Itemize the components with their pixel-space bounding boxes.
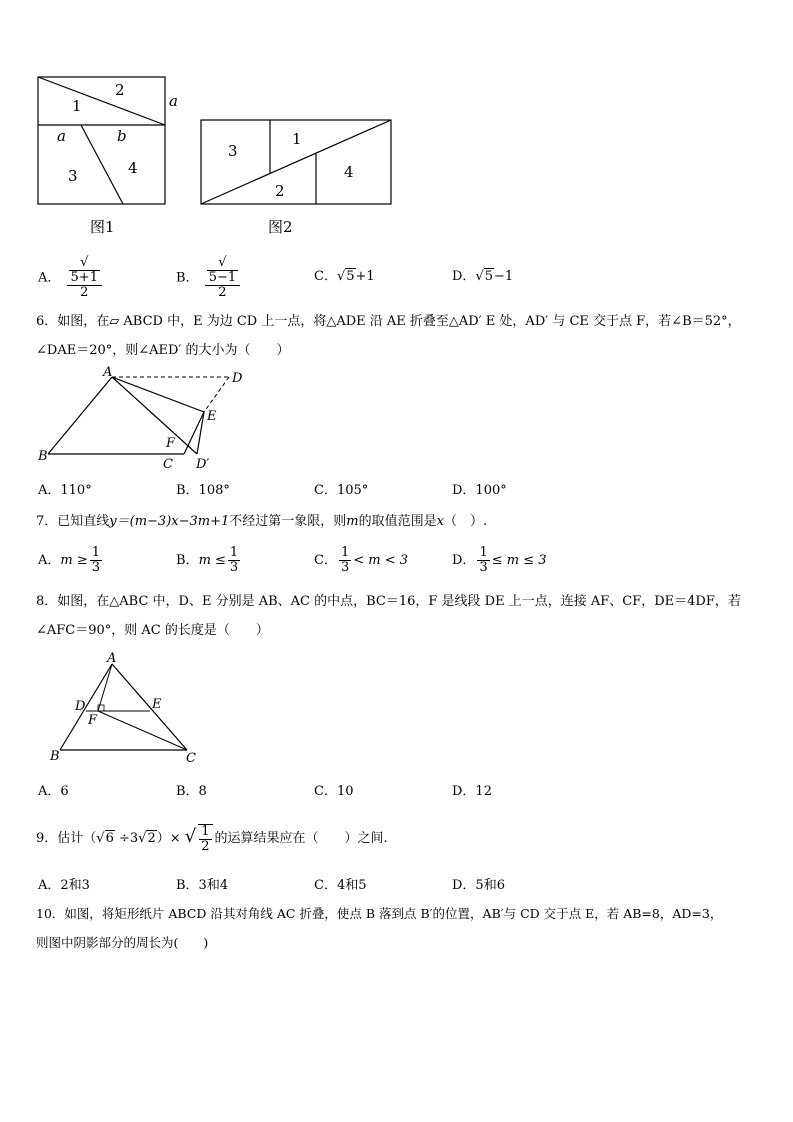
fig1-segment-b: b <box>117 127 127 145</box>
q6-figure <box>30 364 260 474</box>
q8-option-b: B．8 <box>176 784 207 799</box>
q9-option-a: A．2和3 <box>38 878 90 893</box>
q8-figure <box>40 652 210 767</box>
q9-stem: 9．估计（√6 ÷3√2）× √ $\frac{1}{2}$ 的运算结果应在（ ）之间. <box>36 823 388 854</box>
q9-option-d: D．5和6 <box>452 878 505 893</box>
fig1-region-4: 4 <box>128 159 138 177</box>
fig2-region-1: 1 <box>292 130 302 148</box>
q7-option-c: C． $\frac{1}{3}$ < m < 3 <box>314 545 409 575</box>
fig1-region-3: 3 <box>68 167 78 185</box>
q8-label-B: B <box>50 749 60 764</box>
q6-label-D-prime: D′ <box>196 457 210 472</box>
q8-option-d: D．12 <box>452 784 492 799</box>
q8-label-F: F <box>88 713 98 728</box>
fig1-segment-a-right: a <box>169 92 178 110</box>
q10-stem-line2: 则图中阴影部分的周长为( ) <box>36 935 209 950</box>
q8-label-C: C <box>186 751 196 766</box>
fig1-region-2: 2 <box>115 81 125 99</box>
q6-stem-line1: 6．如图，在▱ ABCD 中，E 为边 CD 上一点，将△ADE 沿 AE 折叠至△AD′ E 处，AD′ 与 CE 交于点 F，若∠B＝52°， <box>36 314 741 329</box>
fig1-segment-a: a <box>57 127 66 145</box>
q6-stem-line2: ∠DAE＝20°，则∠AED′ 的大小为（ ） <box>36 343 290 358</box>
fig2-region-4: 4 <box>344 163 354 181</box>
figure-1 <box>30 70 190 210</box>
q6-label-F: F <box>166 436 176 451</box>
q6-option-b: B．108° <box>176 483 230 498</box>
q8-option-a: A．6 <box>38 784 69 799</box>
q6-label-D: D <box>232 371 243 386</box>
fig2-region-2: 2 <box>275 182 285 200</box>
q5-option-d: D．√5−1 <box>452 269 514 284</box>
fig1-caption: 图1 <box>90 218 115 236</box>
q5-option-b: B． √ 5−1 2 <box>176 256 242 300</box>
q9-option-c: C．4和5 <box>314 878 367 893</box>
fig2-caption: 图2 <box>268 218 293 236</box>
q9-option-b: B．3和4 <box>176 878 229 893</box>
q7-option-d: D． $\frac{1}{3}$ ≤ m ≤ 3 <box>452 545 547 575</box>
q7-option-a: A．m ≥ $\frac{1}{3}$ <box>38 545 101 575</box>
q5-option-a: A． √ 5+1 2 <box>38 256 104 300</box>
q6-label-B: B <box>38 449 48 464</box>
q7-stem: 7．已知直线y＝(m−3)x−3m+1不经过第一象限，则m的取值范围是x（ ）. <box>36 514 488 529</box>
q5-option-c: C．√5+1 <box>314 269 375 284</box>
q8-stem-line2: ∠AFC＝90°，则 AC 的长度是（ ） <box>36 623 269 638</box>
fig1-region-1: 1 <box>72 97 82 115</box>
q10-stem-line1: 10．如图，将矩形纸片 ABCD 沿其对角线 AC 折叠，使点 B 落到点 B′的位置，AB′与 CD 交于点 E，若 AB=8，AD=3， <box>36 906 723 921</box>
q6-label-E: E <box>207 409 217 424</box>
q6-option-c: C．105° <box>314 483 369 498</box>
q6-label-C: C <box>163 457 173 472</box>
q8-label-A: A <box>107 652 117 666</box>
q8-label-E: E <box>152 697 162 712</box>
figure-2 <box>195 112 400 212</box>
q6-option-a: A．110° <box>38 483 92 498</box>
fig2-region-3: 3 <box>228 142 238 160</box>
q7-option-b: B．m ≤ $\frac{1}{3}$ <box>176 545 239 575</box>
q8-label-D: D <box>75 699 86 714</box>
q6-option-d: D．100° <box>452 483 507 498</box>
q8-option-c: C．10 <box>314 784 354 799</box>
q8-stem-line1: 8．如图，在△ABC 中，D、E 分别是 AB、AC 的中点，BC＝16，F 是线段 DE 上一点，连接 AF、CF，DE＝4DF，若 <box>36 594 741 609</box>
q6-label-A: A <box>103 365 113 380</box>
